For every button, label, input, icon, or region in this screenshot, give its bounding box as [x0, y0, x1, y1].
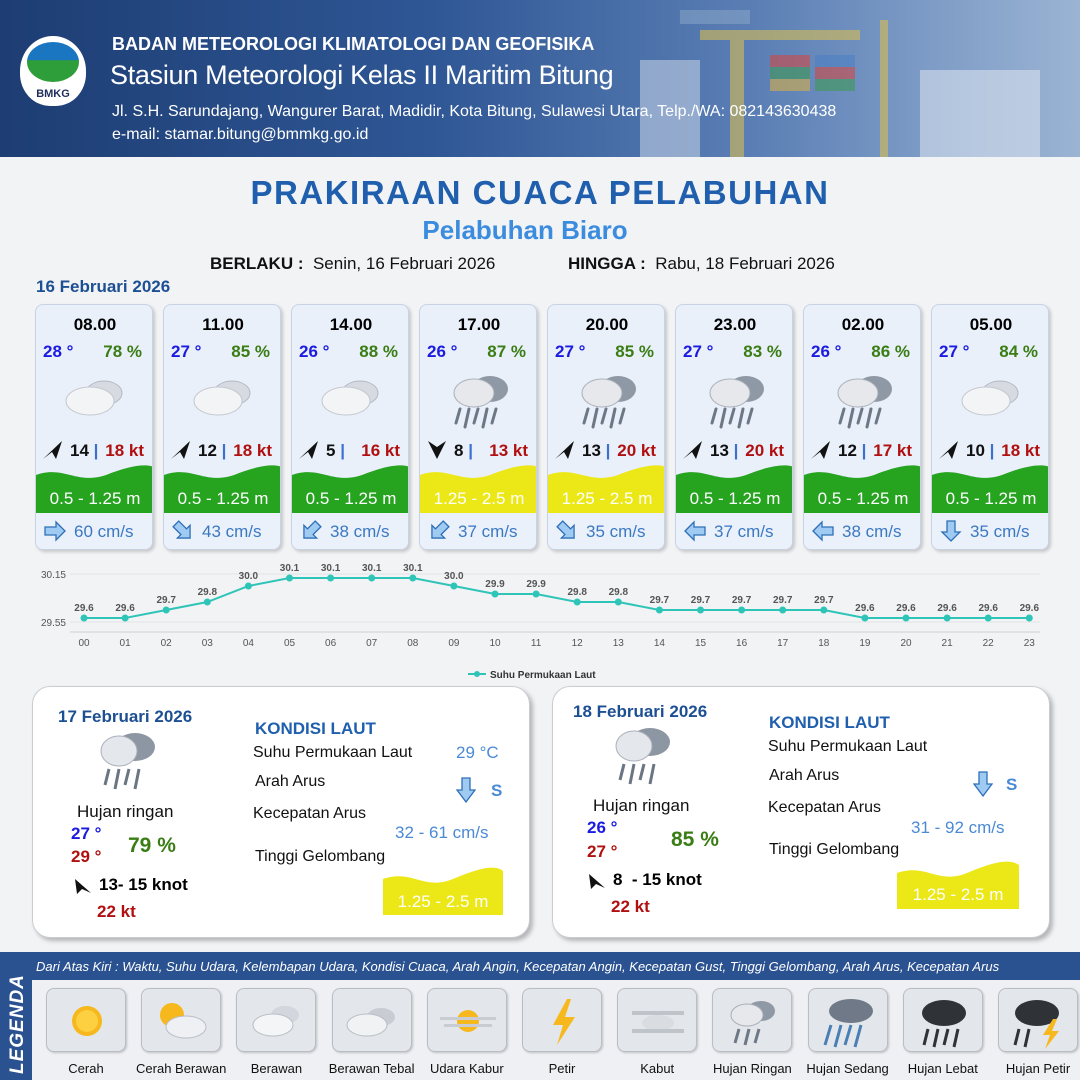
cloudy-icon — [956, 369, 1026, 429]
x-tick-label: 12 — [571, 638, 583, 649]
day2-current-speed: 32 - 61 cm/s — [395, 823, 489, 842]
wind-speed: 14 | — [70, 441, 99, 460]
day2-date: 17 Februari 2026 — [58, 707, 193, 726]
sst-point — [368, 575, 375, 582]
wind-speed: 12 | — [198, 441, 227, 460]
day2-temp-min: 27 ° — [71, 824, 102, 843]
wind-gust: 18 kt — [233, 441, 272, 460]
air-temperature: 27 ° — [683, 342, 714, 361]
current-speed: 43 cm/s — [202, 522, 262, 541]
current-speed: 38 cm/s — [330, 522, 390, 541]
data-label: 29.7 — [772, 595, 793, 606]
data-label: 30.1 — [403, 563, 423, 574]
current-direction-icon — [939, 520, 963, 542]
forecast-time: 14.00 — [329, 315, 373, 334]
light-rain-icon — [700, 369, 770, 429]
legend-item-label: Berawan Tebal — [328, 1061, 415, 1076]
x-tick-label: 21 — [941, 638, 953, 649]
current-speed: 37 cm/s — [458, 522, 518, 541]
x-tick-label: 01 — [119, 638, 131, 649]
page-title: PRAKIRAAN CUACA PELABUHAN — [250, 174, 830, 211]
x-tick-label: 00 — [78, 638, 90, 649]
day3-current-speed-label: Kecepatan Arus — [768, 799, 881, 816]
x-tick-label: 20 — [900, 638, 912, 649]
x-tick-label: 16 — [736, 638, 748, 649]
sst-point — [245, 583, 252, 590]
x-tick-label: 22 — [982, 638, 994, 649]
sst-point — [204, 599, 211, 606]
day2-temp-max: 29 ° — [71, 847, 102, 866]
data-label: 29.8 — [608, 587, 629, 598]
thick-cloud-icon — [332, 988, 412, 1052]
station-address: Jl. S.H. Sarundajang, Wangurer Barat, Madidir, Kota Bitung, Sulawesi Utara, Telp./WA: 082143630438 — [112, 103, 837, 120]
agency-name: BADAN METEOROLOGI KLIMATOLOGI DAN GEOFISIKA — [112, 34, 595, 54]
current-speed: 35 cm/s — [970, 522, 1030, 541]
day2-gust: 22 kt — [97, 902, 136, 921]
forecast-time: 20.00 — [585, 315, 629, 334]
current-direction-icon — [683, 520, 707, 542]
day3-humidity: 85 % — [671, 828, 719, 851]
x-tick-label: 02 — [160, 638, 172, 649]
x-tick-label: 19 — [859, 638, 871, 649]
wind-gust: 13 kt — [489, 441, 528, 460]
sst-point — [286, 575, 293, 582]
forecast-time: 23.00 — [713, 315, 757, 334]
hourly-card — [163, 304, 281, 550]
wind-gust: 16 kt — [361, 441, 400, 460]
day3-panel — [552, 686, 1050, 938]
wind-gust: 20 kt — [745, 441, 784, 460]
thunderstorm-icon — [998, 988, 1078, 1052]
data-label: 29.8 — [567, 587, 587, 598]
sst-point — [574, 599, 581, 606]
sst-point — [738, 607, 745, 614]
sst-point — [861, 615, 868, 622]
data-label: 29.6 — [115, 603, 135, 614]
fog-icon — [617, 988, 697, 1052]
day2-current-dir-label: Arah Arus — [255, 773, 326, 790]
sea-surface-temp-chart — [0, 560, 1080, 685]
sst-point — [944, 615, 951, 622]
data-label: 29.7 — [731, 595, 752, 606]
humidity: 86 % — [871, 342, 910, 361]
legend-item-label: Hujan Ringan — [713, 1061, 792, 1076]
data-label: 30.1 — [320, 563, 341, 574]
day3-current-dir: S — [1006, 775, 1018, 794]
data-label: 29.7 — [649, 595, 670, 606]
y-tick-label: 30.15 — [40, 570, 66, 581]
data-label: 29.6 — [74, 603, 94, 614]
legend-item-label: Udara Kabur — [429, 1061, 504, 1076]
legend-item-label: Petir — [548, 1061, 576, 1076]
wind-speed: 5 | — [326, 441, 345, 460]
current-speed: 35 cm/s — [586, 522, 646, 541]
day2-humidity: 79 % — [128, 834, 176, 857]
sst-point — [697, 607, 704, 614]
air-temperature: 26 ° — [427, 342, 458, 361]
wind-direction-icon — [42, 439, 64, 461]
day3-date: 18 Februari 2026 — [573, 702, 708, 721]
hourly-card — [675, 304, 793, 550]
port-name: Pelabuhan Biaro — [422, 215, 628, 245]
wind-direction-icon — [170, 439, 192, 461]
day2-sea-title: KONDISI LAUT — [255, 719, 376, 738]
sst-point — [163, 607, 170, 614]
x-tick-label: 17 — [777, 638, 789, 649]
day2-wind: 13- 15 knot — [99, 875, 188, 894]
day3-current-speed: 31 - 92 cm/s — [911, 818, 1005, 837]
wave-height: 0.5 - 1.25 m — [817, 489, 909, 508]
air-temperature: 28 ° — [43, 342, 74, 361]
sst-point — [779, 607, 786, 614]
legend-item-label: Hujan Petir — [1005, 1061, 1071, 1076]
sst-point — [533, 591, 540, 598]
moderate-rain-icon — [808, 988, 888, 1052]
x-tick-label: 11 — [530, 638, 542, 649]
data-label: 29.7 — [690, 595, 711, 606]
sst-point — [409, 575, 416, 582]
light-rain-icon — [95, 727, 159, 795]
x-tick-label: 08 — [407, 638, 419, 649]
arrow-down-icon — [973, 771, 993, 797]
x-tick-label: 09 — [448, 638, 460, 649]
legend-item-label: Berawan — [250, 1061, 303, 1076]
x-tick-label: 10 — [489, 638, 501, 649]
wind-gust: 20 kt — [617, 441, 656, 460]
day3-temp-max: 27 ° — [587, 842, 618, 861]
day3-current-dir-label: Arah Arus — [769, 767, 840, 784]
sst-point — [820, 607, 827, 614]
humidity: 84 % — [999, 342, 1038, 361]
day2-wave-label: Tinggi Gelombang — [255, 848, 386, 865]
wind-speed: 8 | — [454, 441, 473, 460]
hourly-card — [35, 304, 153, 550]
data-label: 30.0 — [444, 571, 464, 582]
air-temperature: 27 ° — [555, 342, 586, 361]
sst-point — [615, 599, 622, 606]
day1-date: 16 Februari 2026 — [36, 277, 171, 296]
sst-point — [903, 615, 910, 622]
legend-label: Suhu Permukaan Laut — [490, 670, 596, 681]
day3-weather: Hujan ringan — [593, 796, 690, 815]
air-temperature: 26 ° — [299, 342, 330, 361]
day3-sea-title: KONDISI LAUT — [769, 713, 890, 732]
current-speed: 37 cm/s — [714, 522, 774, 541]
wind-direction-icon — [810, 439, 832, 461]
forecast-time: 08.00 — [73, 315, 117, 334]
x-tick-label: 03 — [201, 638, 213, 649]
sst-point — [1026, 615, 1033, 622]
wind-direction-icon — [682, 439, 704, 461]
day2-wave-value: 1.25 - 2.5 m — [397, 892, 489, 911]
day2-sst-value: 29 °C — [456, 743, 499, 762]
data-label: 29.8 — [197, 587, 218, 598]
station-name: Stasiun Meteorologi Kelas II Maritim Bitung — [110, 60, 614, 90]
data-label: 29.6 — [978, 603, 998, 614]
wave-height: 0.5 - 1.25 m — [945, 489, 1037, 508]
cloudy-icon — [188, 369, 258, 429]
x-tick-label: 14 — [653, 638, 665, 649]
legend-item-label: Kabut — [640, 1061, 675, 1076]
harbor-illustration — [620, 0, 1080, 157]
data-label: 29.9 — [485, 579, 505, 590]
cloudy-icon — [316, 369, 386, 429]
wave-height: 1.25 - 2.5 m — [561, 489, 653, 508]
air-temperature: 27 ° — [171, 342, 202, 361]
current-direction-icon — [811, 520, 835, 542]
wind-direction-icon — [938, 439, 960, 461]
x-tick-label: 05 — [283, 638, 296, 649]
day2-panel — [32, 686, 530, 938]
humidity: 88 % — [359, 342, 398, 361]
current-direction-icon — [427, 520, 451, 542]
day3-wind: 8 - 15 knot — [613, 870, 702, 889]
current-direction-icon — [43, 520, 67, 542]
current-speed: 60 cm/s — [74, 522, 134, 541]
wind-gust: 17 kt — [873, 441, 912, 460]
x-tick-label: 07 — [366, 638, 378, 649]
x-tick-label: 18 — [818, 638, 830, 649]
x-tick-label: 04 — [242, 638, 254, 649]
forecast-time: 05.00 — [969, 315, 1013, 334]
sun-cloud-icon — [141, 988, 221, 1052]
day3-gust: 22 kt — [611, 897, 650, 916]
sst-point — [656, 607, 663, 614]
legend-description: Dari Atas Kiri : Waktu, Suhu Udara, Kelembapan Udara, Kondisi Cuaca, Arah Angin, Kecepatan Angin, Kecepatan Gust, Tinggi Gelombang, Arah Arus, Kecepatan Arus — [36, 959, 1000, 974]
humidity: 78 % — [103, 342, 142, 361]
day2-current-dir: S — [491, 781, 503, 800]
current-speed: 38 cm/s — [842, 522, 902, 541]
hourly-card — [291, 304, 409, 550]
light-rain-icon — [572, 369, 642, 429]
wind-speed: 10 | — [966, 441, 995, 460]
sun-icon — [46, 988, 126, 1052]
light-rain-icon — [712, 988, 792, 1052]
humidity: 85 % — [231, 342, 270, 361]
station-email: e-mail: stamar.bitung@bmmkg.go.id — [112, 126, 369, 143]
current-direction-icon — [299, 520, 323, 542]
x-tick-label: 23 — [1023, 638, 1035, 649]
x-tick-label: 06 — [325, 638, 337, 649]
wind-direction-icon — [298, 439, 320, 461]
wind-direction-icon — [554, 439, 576, 461]
day2-sst-label: Suhu Permukaan Laut — [253, 744, 413, 761]
legend-item-label: Cerah — [68, 1061, 104, 1076]
sst-line — [84, 578, 1029, 618]
x-tick-label: 15 — [694, 638, 707, 649]
legend-item-label: Hujan Sedang — [806, 1061, 889, 1076]
data-label: 30.1 — [361, 563, 382, 574]
valid-from: BERLAKU : Senin, 16 Februari 2026 — [210, 254, 496, 273]
valid-to: HINGGA : Rabu, 18 Februari 2026 — [568, 254, 835, 273]
header-banner — [0, 0, 1080, 157]
sst-point — [985, 615, 992, 622]
data-label: 29.7 — [156, 595, 176, 606]
data-label: 29.6 — [1019, 603, 1040, 614]
data-label: 29.7 — [814, 595, 834, 606]
wind-speed: 12 | — [838, 441, 867, 460]
day2-weather: Hujan ringan — [77, 802, 174, 821]
sst-point — [327, 575, 334, 582]
wind-gust: 18 kt — [105, 441, 144, 460]
data-label: 30.1 — [279, 563, 300, 574]
data-label: 29.9 — [526, 579, 546, 590]
humidity: 85 % — [615, 342, 654, 361]
data-label: 29.6 — [855, 603, 875, 614]
wind-speed: 13 | — [710, 441, 739, 460]
sst-point — [122, 615, 129, 622]
sst-point — [492, 591, 499, 598]
air-temperature: 26 ° — [811, 342, 842, 361]
hourly-card — [419, 304, 537, 550]
arrow-down-icon — [456, 777, 476, 803]
legend-title: LEGENDA — [7, 974, 28, 1074]
data-label: 30.0 — [238, 571, 259, 582]
haze-icon — [427, 988, 507, 1052]
data-label: 29.6 — [896, 603, 916, 614]
hourly-card — [803, 304, 921, 550]
data-label: 29.6 — [937, 603, 957, 614]
lightning-icon — [522, 988, 602, 1052]
wave-height: 1.25 - 2.5 m — [433, 489, 525, 508]
day2-current-speed-label: Kecepatan Arus — [253, 805, 366, 822]
day3-temp-min: 26 ° — [587, 818, 618, 837]
y-tick-label: 29.55 — [40, 618, 66, 629]
humidity: 83 % — [743, 342, 782, 361]
day3-sst-label: Suhu Permukaan Laut — [768, 738, 928, 755]
wind-arrow-icon — [587, 872, 607, 890]
sst-point — [81, 615, 88, 622]
legend-marker — [474, 671, 480, 677]
hourly-card — [931, 304, 1049, 550]
wind-speed: 13 | — [582, 441, 611, 460]
wind-direction-icon — [426, 439, 448, 461]
day3-wave-label: Tinggi Gelombang — [769, 841, 900, 858]
legend-item-label: Cerah Berawan — [136, 1061, 227, 1076]
bmkg-logo: BMKG — [20, 36, 86, 106]
wave-height: 0.5 - 1.25 m — [689, 489, 781, 508]
light-rain-icon — [444, 369, 514, 429]
current-direction-icon — [555, 520, 579, 542]
light-rain-icon — [828, 369, 898, 429]
cloudy-icon — [60, 369, 130, 429]
forecast-time: 02.00 — [841, 315, 885, 334]
wave-height: 0.5 - 1.25 m — [177, 489, 269, 508]
forecast-time: 17.00 — [457, 315, 501, 334]
current-direction-icon — [171, 520, 195, 542]
legend-item-label: Hujan Lebat — [907, 1061, 978, 1076]
wind-gust: 18 kt — [1001, 441, 1040, 460]
forecast-time: 11.00 — [202, 315, 244, 334]
hourly-card — [547, 304, 665, 550]
day3-wave-value: 1.25 - 2.5 m — [912, 885, 1004, 904]
wave-height: 0.5 - 1.25 m — [305, 489, 397, 508]
wave-height: 0.5 - 1.25 m — [49, 489, 141, 508]
x-tick-label: 13 — [612, 638, 624, 649]
cloud-icon — [236, 988, 316, 1052]
humidity: 87 % — [487, 342, 526, 361]
sst-point — [450, 583, 457, 590]
heavy-rain-icon — [903, 988, 983, 1052]
light-rain-icon — [610, 722, 674, 790]
air-temperature: 27 ° — [939, 342, 970, 361]
wind-arrow-icon — [73, 877, 93, 895]
